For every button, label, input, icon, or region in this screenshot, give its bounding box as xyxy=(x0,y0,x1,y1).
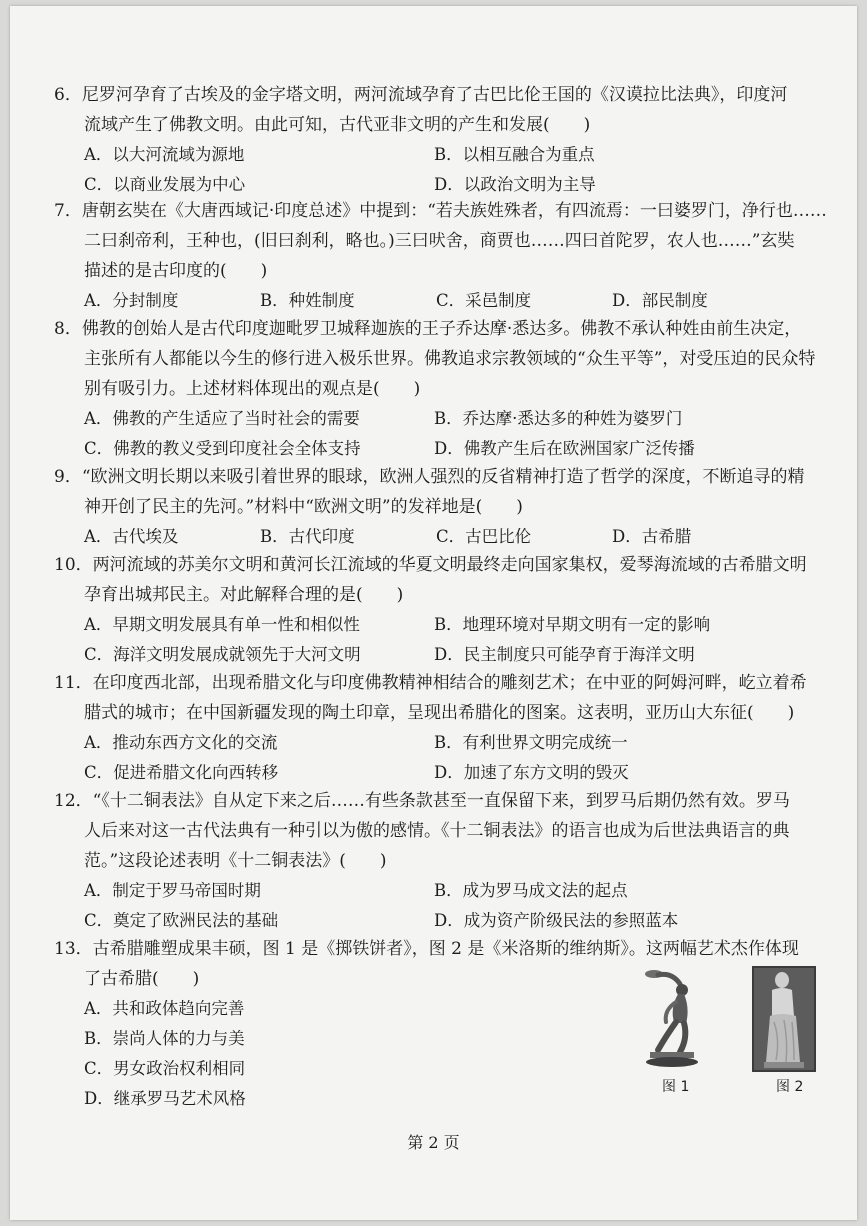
option-a[interactable]: A．早期文明发展具有单一性和相似性 xyxy=(84,615,360,634)
figure-1-caption: 图 1 xyxy=(662,1079,690,1095)
question-9-line-1: 9．“欧洲文明长期以来吸引着世界的眼球，欧洲人强烈的反省精神打造了哲学的深度，不断追寻的精 xyxy=(54,467,805,487)
option-a[interactable]: A．分封制度 xyxy=(84,291,179,310)
option-d[interactable]: D．继承罗马艺术风格 xyxy=(84,1089,246,1108)
question-10-line-2: 孕育出城邦民主。对此解释合理的是( ) xyxy=(84,585,404,605)
question-7-options xyxy=(54,286,834,316)
option-d[interactable]: D．部民制度 xyxy=(612,291,708,310)
option-d[interactable]: D．加速了东方文明的毁灭 xyxy=(434,763,629,782)
option-c[interactable]: C．以商业发展为中心 xyxy=(84,175,246,194)
option-d[interactable]: D．佛教产生后在欧洲国家广泛传播 xyxy=(434,439,695,458)
option-b[interactable]: B．种姓制度 xyxy=(260,291,355,310)
option-a[interactable]: A．推动东西方文化的交流 xyxy=(84,733,278,752)
option-a[interactable]: A．制定于罗马帝国时期 xyxy=(84,881,261,900)
option-c[interactable]: C．海洋文明发展成就领先于大河文明 xyxy=(84,645,361,664)
option-d[interactable]: D．成为资产阶级民法的参照蓝本 xyxy=(434,911,679,930)
question-6-line-1: 6．尼罗河孕育了古埃及的金字塔文明，两河流域孕育了古巴比伦王国的《汉谟拉比法典》，印度河 xyxy=(54,85,788,105)
question-7-line-3: 描述的是古印度的( ) xyxy=(84,261,268,281)
page-number: 第 2 页 xyxy=(407,1133,460,1152)
venus-de-milo-image xyxy=(752,966,816,1072)
option-c[interactable]: C．佛教的教义受到印度社会全体支持 xyxy=(84,439,361,458)
question-8 xyxy=(54,314,834,464)
option-b[interactable]: B．乔达摩·悉达多的种姓为婆罗门 xyxy=(434,409,683,428)
question-10 xyxy=(54,550,834,670)
question-7-line-2: 二曰刹帝利，王种也，(旧曰刹利，略也。)三曰吠舍，商贾也……四曰首陀罗，农人也……”玄奘 xyxy=(84,231,795,251)
question-6 xyxy=(54,80,834,200)
venus-de-milo-figure xyxy=(752,966,816,1072)
question-11 xyxy=(54,668,834,788)
question-6-line-2: 流域产生了佛教文明。由此可知，古代亚非文明的产生和发展( ) xyxy=(84,115,591,135)
question-11-options xyxy=(54,728,834,788)
question-11-line-1: 11．在印度西北部，出现希腊文化与印度佛教精神相结合的雕刻艺术；在中亚的阿姆河畔，屹立着希 xyxy=(54,673,807,693)
question-12 xyxy=(54,786,834,936)
question-13-line-1: 13．古希腊雕塑成果丰硕，图 1 是《掷铁饼者》，图 2 是《米洛斯的维纳斯》。这两幅艺术杰作体现 xyxy=(54,939,799,959)
option-c[interactable]: C．奠定了欧洲民法的基础 xyxy=(84,911,279,930)
exam-page xyxy=(10,6,857,1220)
question-10-options xyxy=(54,610,834,670)
question-12-options xyxy=(54,876,834,936)
option-a[interactable]: A．以大河流域为源地 xyxy=(84,145,245,164)
option-b[interactable]: B．成为罗马成文法的起点 xyxy=(434,881,628,900)
discobolus-figure xyxy=(640,966,710,1071)
option-d[interactable]: D．古希腊 xyxy=(612,527,692,546)
option-a[interactable]: A．共和政体趋向完善 xyxy=(84,999,245,1018)
question-9-options xyxy=(54,522,834,552)
question-12-line-2: 人后来对这一古代法典有一种引以为傲的感情。《十二铜表法》的语言也成为后世法典语言的典 xyxy=(84,821,790,841)
question-13-line-2: 了古希腊( ) xyxy=(84,969,200,989)
option-b[interactable]: B．有利世界文明完成统一 xyxy=(434,733,628,752)
question-9-line-2: 神开创了民主的先河。”材料中“欧洲文明”的发祥地是( ) xyxy=(84,497,523,517)
question-8-line-3: 别有吸引力。上述材料体现出的观点是( ) xyxy=(84,379,421,399)
question-7-line-1: 7．唐朝玄奘在《大唐西域记·印度总述》中提到：“若夫族姓殊者，有四流焉：一曰婆罗门，净行也…… xyxy=(54,201,827,221)
question-9 xyxy=(54,462,834,552)
option-c[interactable]: C．采邑制度 xyxy=(436,291,532,310)
question-8-line-1: 8．佛教的创始人是古代印度迦毗罗卫城释迦族的王子乔达摩·悉达多。佛教不承认种姓由前生决定， xyxy=(54,319,802,339)
question-12-line-1: 12．“《十二铜表法》自从定下来之后……有些条款甚至一直保留下来，到罗马后期仍然有效。罗马 xyxy=(54,791,790,811)
sculpture-figures xyxy=(640,966,820,1096)
question-6-options xyxy=(54,140,834,200)
question-8-options xyxy=(54,404,834,464)
option-b[interactable]: B．古代印度 xyxy=(260,527,355,546)
question-10-line-1: 10．两河流域的苏美尔文明和黄河长江流域的华夏文明最终走向国家集权，爱琴海流域的古希腊文明 xyxy=(54,555,807,575)
question-12-line-3: 范。”这段论述表明《十二铜表法》( ) xyxy=(84,851,387,871)
option-a[interactable]: A．佛教的产生适应了当时社会的需要 xyxy=(84,409,360,428)
option-c[interactable]: C．促进希腊文化向西转移 xyxy=(84,763,279,782)
option-d[interactable]: D．以政治文明为主导 xyxy=(434,175,596,194)
option-d[interactable]: D．民主制度只可能孕育于海洋文明 xyxy=(434,645,695,664)
option-b[interactable]: B．崇尚人体的力与美 xyxy=(84,1029,245,1048)
option-b[interactable]: B．地理环境对早期文明有一定的影响 xyxy=(434,615,711,634)
option-a[interactable]: A．古代埃及 xyxy=(84,527,179,546)
discobolus-image xyxy=(640,966,710,1071)
figure-2-caption: 图 2 xyxy=(776,1079,804,1095)
option-c[interactable]: C．古巴比伦 xyxy=(436,527,532,546)
option-c[interactable]: C．男女政治权利相同 xyxy=(84,1059,246,1078)
question-8-line-2: 主张所有人都能以今生的修行进入极乐世界。佛教追求宗教领域的“众生平等”，对受压迫的民众特 xyxy=(84,349,816,369)
option-b[interactable]: B．以相互融合为重点 xyxy=(434,145,595,164)
question-11-line-2: 腊式的城市；在中国新疆发现的陶土印章，呈现出希腊化的图案。这表明，亚历山大东征( ) xyxy=(84,703,795,723)
question-7 xyxy=(54,196,834,316)
